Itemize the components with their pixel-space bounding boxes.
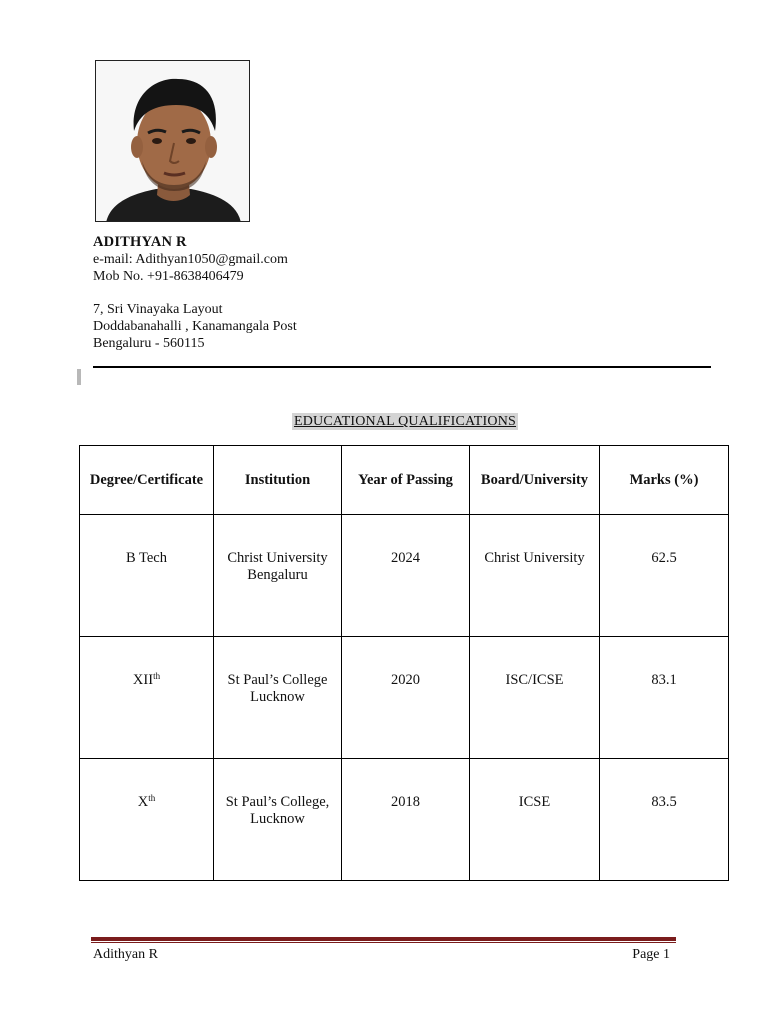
page-number: Page 1 <box>632 947 670 962</box>
footer-divider-thick <box>91 937 676 941</box>
email-text: e-mail: Adithyan1050@gmail.com <box>93 252 288 267</box>
address-line-3: Bengaluru - 560115 <box>93 336 205 351</box>
profile-photo <box>95 60 250 222</box>
header-divider <box>93 366 711 368</box>
year-cell: 2024 <box>342 515 470 637</box>
degree-superscript: th <box>148 793 156 803</box>
education-table <box>79 445 729 881</box>
column-header: Degree/Certificate <box>80 446 214 515</box>
section-heading <box>0 412 768 430</box>
institution-line-2: Bengaluru <box>247 567 308 583</box>
mobile-text: Mob No. +91-8638406479 <box>93 269 244 284</box>
footer-divider-thin <box>91 942 676 943</box>
column-header: Board/University <box>470 446 600 515</box>
degree-cell <box>80 759 214 881</box>
marks-cell: 83.1 <box>600 637 729 759</box>
table-row <box>80 759 729 881</box>
text-cursor-marker <box>77 369 81 385</box>
institution-cell <box>214 759 342 881</box>
footer-author: Adithyan R <box>93 947 158 962</box>
address-line-1: 7, Sri Vinayaka Layout <box>93 302 223 317</box>
column-header: Institution <box>214 446 342 515</box>
institution-line-1: St Paul’s College <box>227 672 328 688</box>
candidate-name: ADITHYAN R <box>93 234 187 250</box>
column-header: Year of Passing <box>342 446 470 515</box>
institution-line-1: St Paul’s College, <box>225 794 330 810</box>
institution-line-2: Lucknow <box>250 811 305 827</box>
degree-superscript: th <box>153 671 161 681</box>
section-title-text: EDUCATIONAL QUALIFICATIONS <box>293 414 517 429</box>
institution-cell <box>214 637 342 759</box>
column-header: Marks (%) <box>600 446 729 515</box>
marks-cell: 83.5 <box>600 759 729 881</box>
institution-cell <box>214 515 342 637</box>
degree-text: B Tech <box>125 550 167 566</box>
table-row <box>80 515 729 637</box>
marks-cell: 62.5 <box>600 515 729 637</box>
degree-cell <box>80 637 214 759</box>
board-cell: Christ University <box>470 515 600 637</box>
table-row <box>80 637 729 759</box>
degree-text: X <box>137 794 149 810</box>
address-line-2: Doddabanahalli , Kanamangala Post <box>93 319 297 334</box>
table-header-row <box>80 446 729 515</box>
year-cell: 2020 <box>342 637 470 759</box>
year-cell: 2018 <box>342 759 470 881</box>
board-cell: ICSE <box>470 759 600 881</box>
degree-text: XII <box>132 672 154 688</box>
board-cell: ISC/ICSE <box>470 637 600 759</box>
person-portrait-icon <box>96 61 250 222</box>
institution-line-1: Christ University <box>227 550 328 566</box>
degree-cell <box>80 515 214 637</box>
institution-line-2: Lucknow <box>250 689 305 705</box>
